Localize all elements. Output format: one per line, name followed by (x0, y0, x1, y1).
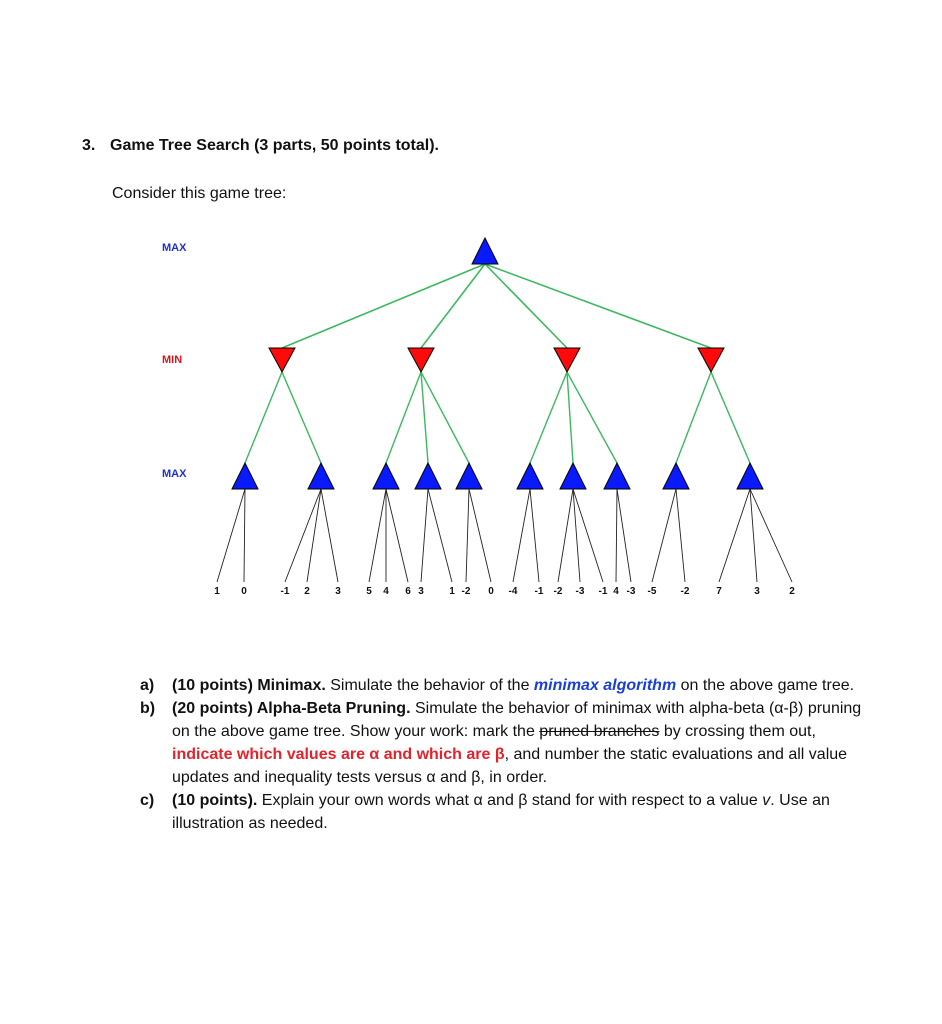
edge-max-leaf-6-2 (530, 489, 539, 582)
question-title: Game Tree Search (3 parts, 50 points total). (110, 137, 439, 154)
part-a-text-end: on the above game tree. (676, 677, 855, 694)
part-c-text: Explain your own words what α and β stand for with respect to a value (257, 792, 763, 809)
question-number: 3. (82, 137, 96, 154)
edge-max-leaf-10-1 (719, 489, 750, 582)
leaf-value: 6 (405, 586, 411, 597)
part-a-letter: a) (140, 677, 155, 694)
intro-text: Consider this game tree: (112, 185, 287, 202)
max-node-root (472, 238, 498, 264)
leaf-value: 0 (241, 586, 247, 597)
leaf-value: -1 (534, 586, 544, 597)
part-b-text: Simulate the behavior of minimax with alpha-beta (α-β) pruning on the above game tree. Show your work: mark the (172, 700, 862, 740)
min-node-2 (408, 348, 434, 372)
level-label-max: MAX (162, 468, 187, 480)
part-a-emphasis: minimax algorithm (533, 677, 677, 694)
leaf-value: 1 (214, 586, 220, 597)
leaf-value: -1 (598, 586, 608, 597)
tree-nodes (232, 238, 763, 489)
edge-min-max-3 (386, 372, 421, 463)
edge-min-max-10 (711, 372, 750, 463)
leaf-value: 5 (366, 586, 372, 597)
edge-max-leaf-4-1 (421, 489, 428, 582)
leaf-value: -1 (280, 586, 290, 597)
edge-min-max-7 (567, 372, 573, 463)
part-b-text-mid: by crossing them out, (659, 723, 816, 740)
edge-max-leaf-8-2 (617, 489, 631, 582)
edge-min-max-4 (421, 372, 428, 463)
part-b-red-emphasis: indicate which values are α and which are β (172, 746, 505, 763)
part-b-struck-text: pruned branches (539, 723, 660, 740)
level-label-max: MAX (162, 242, 187, 254)
part-c-variable: v (762, 792, 771, 809)
edge-max-leaf-9-1 (652, 489, 676, 582)
max-node-10 (737, 463, 763, 489)
edge-max-leaf-3-1 (369, 489, 386, 582)
min-node-3 (554, 348, 580, 372)
max-node-4 (415, 463, 441, 489)
leaf-value: 3 (418, 586, 424, 597)
edge-min-max-2 (282, 372, 321, 463)
edge-max-leaf-4-2 (428, 489, 452, 582)
edge-max-leaf-1-1 (217, 489, 245, 582)
part-c-text-end: . Use an illustration as needed. (172, 792, 830, 832)
part-b-letter: b) (140, 700, 156, 717)
part-a (140, 674, 870, 697)
edge-max-leaf-7-1 (558, 489, 573, 582)
edge-max-leaf-5-1 (466, 489, 469, 582)
max-node-8 (604, 463, 630, 489)
part-a-text: Simulate the behavior of the (325, 677, 534, 694)
max-node-3 (373, 463, 399, 489)
question-parts (140, 674, 870, 835)
leaf-value: 7 (716, 586, 722, 597)
min-node-4 (698, 348, 724, 372)
leaf-value: 3 (335, 586, 341, 597)
part-a-label: (10 points) Minimax. (172, 677, 326, 694)
tree-leaf-values (214, 586, 795, 597)
edge-root-min-4 (485, 264, 711, 348)
leaf-value: -3 (626, 586, 636, 597)
part-c (140, 789, 870, 835)
leaf-value: 2 (789, 586, 795, 597)
leaf-value: -5 (647, 586, 657, 597)
edge-max-leaf-8-1 (616, 489, 617, 582)
leaf-value: 4 (613, 586, 619, 597)
min-node-1 (269, 348, 295, 372)
tree-level-labels (162, 242, 187, 480)
part-a-body (172, 674, 870, 697)
max-node-7 (560, 463, 586, 489)
edge-max-leaf-2-3 (321, 489, 338, 582)
part-b (140, 697, 870, 789)
level-label-min: MIN (162, 354, 183, 366)
edge-min-max-6 (530, 372, 567, 463)
edge-max-leaf-2-2 (307, 489, 321, 582)
leaf-value: 1 (449, 586, 455, 597)
edge-max-leaf-3-3 (386, 489, 408, 582)
max-node-9 (663, 463, 689, 489)
part-b-label: (20 points) Alpha-Beta Pruning. (172, 700, 411, 717)
part-c-label: (10 points). (172, 792, 258, 809)
tree-edges (217, 264, 792, 582)
max-node-2 (308, 463, 334, 489)
edge-max-leaf-6-1 (513, 489, 530, 582)
leaf-value: 4 (383, 586, 389, 597)
leaf-value: -2 (461, 586, 471, 597)
leaf-value: 0 (488, 586, 494, 597)
edge-max-leaf-7-3 (573, 489, 603, 582)
edge-min-max-1 (245, 372, 282, 463)
edge-max-leaf-5-2 (469, 489, 491, 582)
leaf-value: -3 (575, 586, 585, 597)
max-node-5 (456, 463, 482, 489)
edge-max-leaf-9-2 (676, 489, 685, 582)
edge-max-leaf-1-2 (244, 489, 245, 582)
max-node-1 (232, 463, 258, 489)
leaf-value: -2 (680, 586, 690, 597)
edge-min-max-8 (567, 372, 617, 463)
edge-min-max-5 (421, 372, 469, 463)
leaf-value: 2 (304, 586, 310, 597)
part-c-letter: c) (140, 792, 155, 809)
edge-root-min-1 (282, 264, 485, 348)
leaf-value: 3 (754, 586, 760, 597)
leaf-value: -4 (508, 586, 518, 597)
part-b-body (172, 697, 870, 789)
part-c-body (172, 789, 870, 835)
edge-root-min-3 (485, 264, 567, 348)
leaf-value: -2 (553, 586, 563, 597)
max-node-6 (517, 463, 543, 489)
edge-max-leaf-2-1 (285, 489, 321, 582)
edge-min-max-9 (676, 372, 711, 463)
part-b-text-end: , and number the static evaluations and all value updates and inequality tests versus α and β, in order. (172, 746, 848, 786)
edge-max-leaf-7-2 (573, 489, 580, 582)
